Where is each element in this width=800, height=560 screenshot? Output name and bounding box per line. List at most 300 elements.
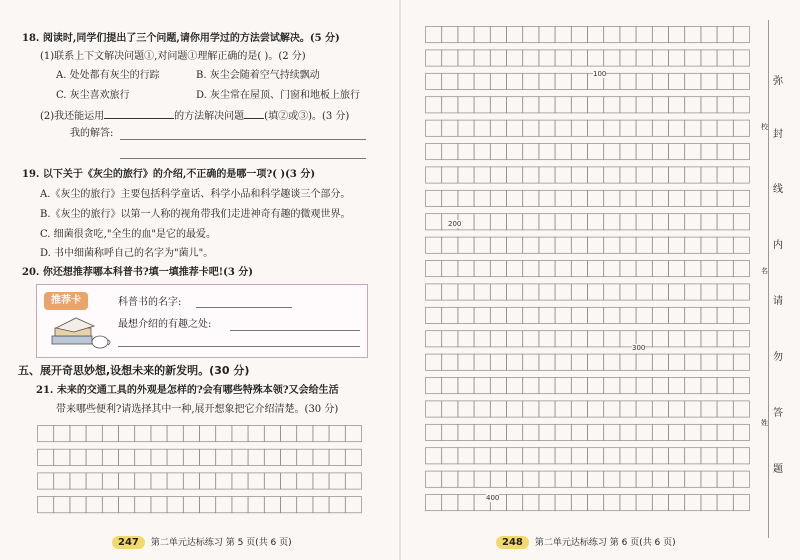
grid-cell [685,401,701,417]
grid-cell [717,190,733,206]
grid-cell [458,331,474,347]
grid-cell [458,354,474,370]
grid-cell [490,144,506,160]
grid-cell [588,378,604,394]
grid-cell [604,495,620,511]
grid-cell [588,331,604,347]
grid-cell [685,307,701,323]
grid-cell [571,471,587,487]
grid-cell [474,214,490,230]
grid-cell [426,261,442,277]
grid-cell [571,261,587,277]
grid-cell [474,50,490,66]
grid-cell [652,495,668,511]
grid-cell [571,354,587,370]
grid-cell [669,120,685,136]
grid-cell [248,497,264,513]
grid-cell [232,426,248,442]
seal-char: 内 [773,240,783,251]
grid-cell [426,378,442,394]
grid-cell [523,448,539,464]
grid-cell [38,497,54,513]
grid-cell [119,426,135,442]
grid-cell [636,284,652,300]
grid-cell [620,424,636,440]
grid-cell [458,97,474,113]
grid-cell [135,426,151,442]
grid-cell [604,448,620,464]
grid-cell [442,190,458,206]
grid-cell [555,120,571,136]
grid-cell [555,237,571,253]
grid-cell [701,27,717,43]
grid-cell [588,27,604,43]
q18-sub2-part3: (填②或③)。(3 分) [264,111,350,122]
grid-cell [701,144,717,160]
grid-cell [458,448,474,464]
grid-cell [717,261,733,277]
q18-option-b: B. 灰尘会随着空气持续飘动 [196,70,320,81]
grid-cell [232,449,248,465]
grid-cell [539,448,555,464]
grid-cell [86,497,102,513]
q18-option-a: A. 处处都有灰尘的行踪 [56,70,160,81]
grid-cell [458,50,474,66]
grid-cell [604,284,620,300]
grid-cell [604,424,620,440]
footer-text: 第二单元达标练习 第 5 页(共 6 页) [150,538,292,548]
answer-label: 我的解答: [70,128,114,139]
grid-cell [507,495,523,511]
grid-cell [652,27,668,43]
grid-cell [717,97,733,113]
seal-strip [761,28,795,538]
q18-sub2-part2: 的方法解决问题 [174,111,245,122]
grid-cell [636,190,652,206]
grid-cell [490,237,506,253]
grid-cell [733,471,749,487]
grid-cell [636,73,652,89]
grid-cell [555,495,571,511]
grid-cell [733,73,749,89]
grid-cell [620,50,636,66]
footer-text: 第二单元达标练习 第 6 页(共 6 页) [534,538,676,548]
grid-cell [588,144,604,160]
grid-cell [248,473,264,489]
q18-sub1: (1)联系上下文解决问题①,对问题①理解正确的是( )。(2 分) [40,51,306,62]
writing-grid-right[interactable] [425,26,755,521]
interesting-point-input-2[interactable] [118,346,360,347]
q19-option-b: B.《灰尘的旅行》以第一人称的视角带我们走进神奇有趣的微观世界。 [40,209,351,220]
grid-cell [38,473,54,489]
grid-cell [264,426,280,442]
grid-cell [652,401,668,417]
grid-cell [733,237,749,253]
grid-cell [102,449,118,465]
grid-cell [669,354,685,370]
grid-cell [652,120,668,136]
grid-cell [474,27,490,43]
grid-cell [523,27,539,43]
grid-cell [685,73,701,89]
grid-cell [701,495,717,511]
grid-cell [636,378,652,394]
q18-sub2-part1: (2)我还能运用 [40,111,105,122]
q19-option-d: D. 书中细菌称呼自己的名字为"菌儿"。 [40,248,214,259]
grid-cell [588,495,604,511]
grid-cell [636,261,652,277]
grid-cell [490,354,506,370]
grid-cell [636,495,652,511]
grid-cell [200,497,216,513]
grid-cell [490,27,506,43]
grid-cell [620,190,636,206]
grid-cell [345,473,361,489]
grid-cell [474,144,490,160]
grid-cell [636,120,652,136]
grid-cell [329,473,345,489]
grid-cell [669,144,685,160]
grid-cell [426,284,442,300]
q21-line-2: 带来哪些便利?请选择其中一种,展开想象把它介绍清楚。(30 分) [56,404,339,415]
grid-cell [669,73,685,89]
grid-cell [70,473,86,489]
grid-cell [571,144,587,160]
grid-cell [442,27,458,43]
interesting-point-input-1[interactable] [230,330,360,331]
recommend-card-badge: 推荐卡 [44,292,88,310]
grid-cell [555,214,571,230]
grid-cell [458,27,474,43]
grid-cell [490,97,506,113]
grid-cell [669,237,685,253]
book-name-label: 科普书的名字: [118,297,182,308]
grid-cell [490,214,506,230]
grid-cell [183,473,199,489]
grid-cell [685,261,701,277]
grid-cell [604,307,620,323]
count-marker-200: 200 [448,220,462,228]
grid-cell [281,449,297,465]
book-name-input[interactable] [196,307,292,308]
grid-cell [652,190,668,206]
section-5-heading: 五、展开奇思妙想,设想未来的新发明。(30 分) [18,364,250,377]
grid-cell [426,237,442,253]
grid-cell [717,424,733,440]
grid-cell [733,120,749,136]
grid-cell [571,50,587,66]
grid-cell [442,261,458,277]
grid-cell [669,50,685,66]
grid-cell [426,331,442,347]
grid-cell [620,307,636,323]
grid-cell [604,50,620,66]
grid-cell [426,424,442,440]
grid-cell [588,237,604,253]
grid-cell [507,120,523,136]
grid-cell [717,471,733,487]
grid-cell [442,495,458,511]
grid-cell [669,471,685,487]
grid-cell [135,473,151,489]
grid-cell [701,167,717,183]
grid-cell [507,50,523,66]
grid-cell [523,307,539,323]
grid-cell [588,261,604,277]
grid-cell [216,497,232,513]
grid-cell [474,237,490,253]
grid-cell [685,471,701,487]
grid-cell [571,27,587,43]
grid-cell [151,497,167,513]
grid-cell [442,284,458,300]
grid-cell [604,214,620,230]
grid-cell [523,378,539,394]
grid-cell [442,73,458,89]
grid-cell [38,449,54,465]
grid-cell [555,73,571,89]
grid-cell [539,354,555,370]
grid-cell [426,448,442,464]
grid-cell [38,426,54,442]
grid-cell [701,190,717,206]
grid-cell [248,426,264,442]
grid-cell [555,307,571,323]
grid-cell [345,497,361,513]
count-marker-300: 300 [632,344,646,352]
q18-option-d: D. 灰尘常在屋顶、门窗和地板上旅行 [196,90,361,101]
grid-cell [588,424,604,440]
grid-cell [701,214,717,230]
grid-cell [70,497,86,513]
grid-cell [652,73,668,89]
grid-cell [555,401,571,417]
grid-cell [555,471,571,487]
grid-cell [620,448,636,464]
grid-cell [102,473,118,489]
grid-cell [620,401,636,417]
grid-cell [523,167,539,183]
grid-cell [167,426,183,442]
grid-cell [636,401,652,417]
grid-cell [571,167,587,183]
grid-cell [539,237,555,253]
grid-cell [151,473,167,489]
grid-cell [701,354,717,370]
grid-cell [458,144,474,160]
grid-cell [604,471,620,487]
grid-cell [733,424,749,440]
grid-cell [442,120,458,136]
grid-cell [733,378,749,394]
grid-cell [685,97,701,113]
grid-cell [571,495,587,511]
grid-cell [70,449,86,465]
grid-cell [458,237,474,253]
grid-cell [474,471,490,487]
grid-cell [442,401,458,417]
seal-small-label: 姓 [761,419,768,427]
grid-cell [571,73,587,89]
grid-cell [458,401,474,417]
grid-cell [264,497,280,513]
grid-cell [264,449,280,465]
answer-line-2[interactable] [120,158,366,159]
grid-cell [685,50,701,66]
grid-cell [490,50,506,66]
grid-cell [717,401,733,417]
grid-cell [539,97,555,113]
grid-cell [490,307,506,323]
grid-cell [685,331,701,347]
grid-cell [151,426,167,442]
grid-cell [636,27,652,43]
grid-cell [458,190,474,206]
grid-cell [717,284,733,300]
grid-cell [523,354,539,370]
grid-cell [717,27,733,43]
grid-cell [474,120,490,136]
grid-cell [669,331,685,347]
grid-cell [733,401,749,417]
writing-grid-left[interactable] [37,425,367,520]
grid-cell [167,449,183,465]
grid-cell [685,214,701,230]
grid-cell [313,426,329,442]
grid-cell [571,331,587,347]
grid-cell [571,214,587,230]
page-number: 247 [112,536,145,549]
grid-cell [507,354,523,370]
grid-cell [733,144,749,160]
grid-cell [490,401,506,417]
grid-cell [474,73,490,89]
grid-cell [281,497,297,513]
grid-cell [490,378,506,394]
grid-cell [685,284,701,300]
grid-cell [474,284,490,300]
grid-cell [539,214,555,230]
seal-small-label: 名 [761,267,768,275]
q19-option-c: C. 细菌很贪吃,"全生的血"是它的最爱。 [40,229,217,240]
grid-cell [523,120,539,136]
grid-cell [345,449,361,465]
grid-cell [86,449,102,465]
grid-cell [216,426,232,442]
grid-cell [733,27,749,43]
grid-cell [490,73,506,89]
grid-cell [571,448,587,464]
grid-cell [636,214,652,230]
grid-cell [588,50,604,66]
grid-cell [54,473,70,489]
method-blank[interactable] [104,108,174,119]
question-number-blank[interactable] [244,108,264,119]
grid-cell [426,471,442,487]
grid-cell [636,97,652,113]
q19-option-a: A.《灰尘的旅行》主要包括科学童话、科学小品和科学趣谈三个部分。 [40,189,351,200]
seal-small-label: 校 [761,123,768,131]
grid-cell [200,473,216,489]
grid-cell [717,378,733,394]
grid-cell [685,190,701,206]
grid-cell [442,424,458,440]
grid-cell [458,378,474,394]
grid-cell [474,331,490,347]
grid-cell [571,120,587,136]
grid-cell [54,426,70,442]
grid-cell [685,27,701,43]
grid-cell [685,448,701,464]
grid-cell [507,284,523,300]
grid-cell [669,307,685,323]
grid-cell [426,97,442,113]
grid-cell [474,167,490,183]
grid-cell [426,27,442,43]
grid-cell [701,237,717,253]
grid-cell [604,97,620,113]
grid-cell [183,426,199,442]
grid-cell [620,354,636,370]
grid-cell [216,473,232,489]
grid-cell [474,307,490,323]
grid-cell [151,449,167,465]
grid-cell [701,50,717,66]
grid-cell [669,97,685,113]
grid-cell [604,167,620,183]
q21-line-1: 21. 未来的交通工具的外观是怎样的?会有哪些特殊本领?又会给生活 [36,385,339,396]
grid-cell [717,331,733,347]
grid-cell [733,284,749,300]
grid-cell [523,331,539,347]
grid-cell [523,284,539,300]
grid-cell [685,424,701,440]
grid-cell [490,284,506,300]
grid-cell [717,237,733,253]
grid-cell [620,167,636,183]
grid-cell [507,378,523,394]
grid-cell [539,307,555,323]
grid-cell [490,261,506,277]
grid-cell [297,449,313,465]
grid-cell [135,497,151,513]
grid-cell [652,97,668,113]
count-marker-400: 400 [486,494,500,502]
q20-stem: 20. 你还想推荐哪本科普书?填一填推荐卡吧!(3 分) [22,267,254,278]
grid-cell [636,144,652,160]
grid-cell [701,378,717,394]
grid-cell [539,73,555,89]
q18-option-c: C. 灰尘喜欢旅行 [56,90,130,101]
grid-cell [571,284,587,300]
grid-cell [701,331,717,347]
grid-cell [474,424,490,440]
answer-line-1[interactable] [120,139,366,140]
grid-cell [620,261,636,277]
grid-cell [620,284,636,300]
grid-cell [426,73,442,89]
grid-cell [426,214,442,230]
grid-cell [652,424,668,440]
grid-cell [571,307,587,323]
grid-cell [539,144,555,160]
grid-cell [555,167,571,183]
grid-cell [458,307,474,323]
grid-cell [588,284,604,300]
grid-cell [232,473,248,489]
q19-stem: 19. 以下关于《灰尘的旅行》的介绍,不正确的是哪一项?( )(3 分) [22,169,316,180]
grid-cell [297,426,313,442]
